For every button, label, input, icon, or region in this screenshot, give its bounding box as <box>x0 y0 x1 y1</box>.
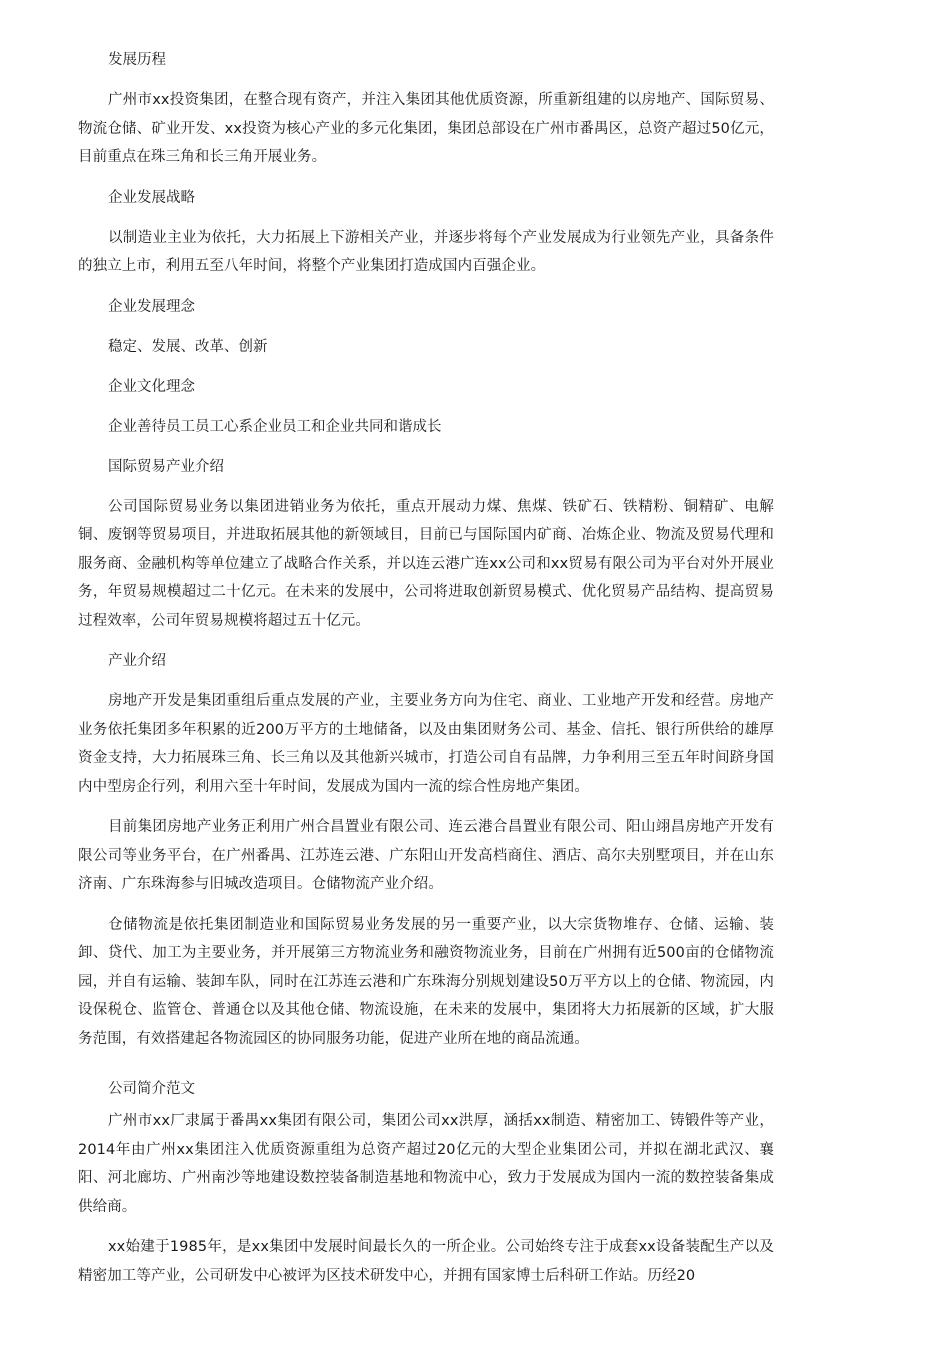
body-paragraph: 房地产开发是集团重组后重点发展的产业，主要业务方向为住宅、商业、工业地产开发和经营。房地产业务依托集团多年积累的近200万平方的土地储备，以及由集团财务公司、基金、信托、银行所供给的雄厚资金支持，大力拓展珠三角、长三角以及其他新兴城市，打造公司自有品牌，力争利用三至五年时间跻身国内中型房企行列，利用六至十年时间，发展成为国内一流的综合性房地产集团。 <box>78 693 774 795</box>
section-heading: 企业发展理念 <box>108 298 195 315</box>
body-paragraph: 以制造业主业为依托，大力拓展上下游相关产业，并逐步将每个产业发展成为行业领先产业，具备条件的独立上市，利用五至八年时间，将整个产业集团打造成国内百强企业。 <box>78 229 774 274</box>
section-heading: 国际贸易产业介绍 <box>108 458 224 475</box>
section-heading: 产业介绍 <box>108 653 166 669</box>
body-paragraph: 广州市xx厂隶属于番禺xx集团有限公司，集团公司xx洪厚，涵括xx制造、精密加工、铸锻件等产业，2014年由广州xx集团注入优质资源重组为总资产超过20亿元的大型企业集团公司，并拟在湖北武汉、襄阳、河北廊坊、广州南沙等地建设数控装备制造基地和物流中心，致力于发展成为国内一流的数控装备集成供给商。 <box>78 1113 774 1215</box>
body-paragraph: 目前集团房地产业务正利用广州合昌置业有限公司、连云港合昌置业有限公司、阳山翊昌房地产开发有限公司等业务平台，在广州番禺、江苏连云港、广东阳山开发高档商住、酒店、高尔夫别墅项目，并在山东济南、广东珠海参与旧城改造项目。仓储物流产业介绍。 <box>78 819 774 892</box>
body-paragraph: 仓储物流是依托集团制造业和国际贸易业务发展的另一重要产业，以大宗货物堆存、仓储、运输、装卸、贷代、加工为主要业务，并开展第三方物流业务和融资物流业务，目前在广州拥有近500亩的仓储物流园，并自有运输、装卸车队，同时在江苏连云港和广东珠海分别规划建设50万平方以上的仓储、物流园，内设保税仓、监管仓、普通仓以及其他仓储、物流设施，在未来的发展中，集团将大力拓展新的区域，扩大服务范围，有效搭建起各物流园区的协同服务功能，促进产业所在地的商品流通。 <box>78 916 774 1047</box>
section-heading: 企业发展战略 <box>108 189 195 206</box>
document-body <box>78 46 774 1302</box>
body-paragraph: xx始建于1985年，是xx集团中发展时间最长久的一所企业。公司始终专注于成套xx设备装配生产以及精密加工等产业，公司研发中心被评为区技术研发中心，并拥有国家博士后科研工作站。历经20 <box>78 1239 774 1284</box>
section-heading: 企业文化理念 <box>108 378 195 395</box>
short-line: 企业善待员工员工心系企业员工和企业共同和谐成长 <box>108 418 442 435</box>
body-paragraph: 公司国际贸易业务以集团进销业务为依托，重点开展动力煤、焦煤、铁矿石、铁精粉、铜精矿、电解铜、废钢等贸易项目，并进取拓展其他的新领域目，目前已与国际国内矿商、冶炼企业、物流及贸易代理和服务商、金融机构等单位建立了战略合作关系，并以连云港广连xx公司和xx贸易有限公司为平台对外开展业务，年贸易规模超过二十亿元。在未来的发展中，公司将进取创新贸易模式、优化贸易产品结构、提高贸易过程效率，公司年贸易规模将超过五十亿元。 <box>78 498 774 629</box>
body-paragraph: 广州市xx投资集团，在整合现有资产，并注入集团其他优质资源，所重新组建的以房地产、国际贸易、物流仓储、矿业开发、xx投资为核心产业的多元化集团，集团总部设在广州市番禺区，总资产超过50亿元，目前重点在珠三角和长三角开展业务。 <box>78 92 774 165</box>
section-heading: 公司简介范文 <box>108 1081 195 1097</box>
short-line: 稳定、发展、改革、创新 <box>108 338 268 355</box>
section-heading: 发展历程 <box>108 52 166 68</box>
